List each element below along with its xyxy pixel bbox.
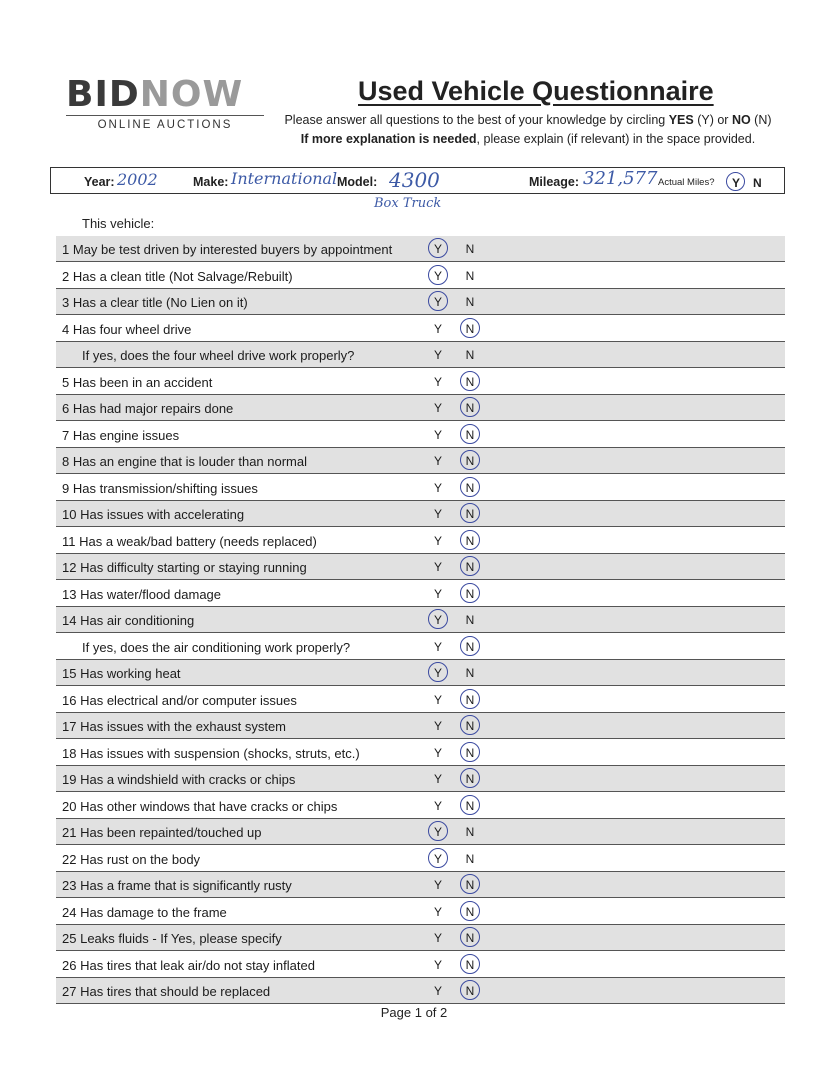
no-option[interactable]: N (465, 480, 475, 495)
question-row (56, 342, 785, 368)
logo-wordmark: BIDNOW (66, 74, 244, 115)
question-text (62, 799, 337, 814)
question-row (56, 581, 785, 607)
no-option[interactable]: N (465, 321, 475, 336)
actual-miles-label: Actual Miles? (658, 177, 715, 188)
answer-circle (460, 371, 480, 391)
question-row (56, 766, 785, 792)
question-text (62, 507, 244, 522)
question-row (56, 819, 785, 845)
yes-option[interactable]: Y (433, 321, 442, 336)
question-number: 24 (62, 904, 77, 920)
question-row (56, 236, 785, 262)
question-label: Has other windows that have cracks or chips (80, 798, 338, 814)
question-text (62, 693, 297, 708)
question-number: 9 (62, 480, 70, 496)
question-row (56, 316, 785, 342)
no-option[interactable]: N (465, 692, 475, 707)
answer-circle (460, 874, 480, 894)
question-label: Has had major repairs done (72, 401, 234, 416)
no-option[interactable]: N (465, 242, 475, 256)
question-number: 11 (62, 533, 76, 549)
yes-option[interactable]: Y (433, 533, 442, 548)
answer-circle (460, 397, 480, 417)
question-label: May be test driven by interested buyers by appointment (72, 242, 393, 257)
no-option[interactable]: N (465, 401, 475, 415)
yes-option[interactable]: Y (433, 798, 442, 813)
answer-circle (460, 901, 480, 921)
no-option[interactable]: N (465, 745, 475, 760)
question-number: 14 (62, 613, 77, 628)
question-row (56, 978, 785, 1004)
question-number: 5 (62, 374, 70, 390)
question-text (62, 772, 295, 787)
question-text (62, 534, 317, 549)
no-option[interactable]: N (465, 904, 475, 919)
yes-option[interactable]: Y (433, 825, 442, 839)
answer-circle (460, 927, 480, 947)
yes-option[interactable]: Y (433, 427, 442, 442)
question-label: Has a clean title (Not Salvage/Rebuilt) (72, 268, 293, 284)
make-label: Make: (193, 175, 229, 189)
question-text (62, 958, 315, 973)
question-text (82, 348, 354, 363)
model-note: Box Truck (374, 196, 442, 211)
question-label: Has engine issues (72, 427, 180, 443)
document-title: Used Vehicle Questionnaire (358, 76, 714, 106)
question-row (56, 395, 785, 421)
question-row (56, 793, 785, 819)
question-text (62, 454, 307, 469)
no-option[interactable]: N (465, 454, 475, 468)
answer-circle (460, 583, 480, 603)
actual-miles-yes: Y (732, 176, 741, 190)
actual-miles-answer-circle (726, 172, 745, 191)
question-row (56, 952, 785, 978)
yes-option[interactable]: Y (433, 613, 442, 627)
yes-option[interactable]: Y (433, 242, 442, 256)
question-row (56, 501, 785, 527)
yes-option[interactable]: Y (433, 454, 442, 468)
question-label: Has tires that should be replaced (80, 984, 271, 999)
no-option[interactable]: N (465, 427, 475, 442)
no-option[interactable]: N (465, 507, 475, 521)
no-option[interactable]: N (465, 851, 475, 866)
answer-circle (460, 954, 480, 974)
question-label: If yes, does the air conditioning work properly? (82, 639, 351, 655)
question-row (56, 263, 785, 289)
question-text (62, 719, 286, 734)
answer-circle (460, 980, 480, 1000)
this-vehicle-label: This vehicle: (82, 216, 155, 231)
answer-circle (460, 742, 480, 762)
question-text (62, 587, 221, 602)
no-option[interactable]: N (465, 348, 475, 362)
vehicle-info-box (50, 167, 785, 194)
answer-circle (460, 768, 480, 788)
question-number: 26 (62, 957, 77, 973)
question-text (62, 375, 212, 390)
answer-circle (460, 689, 480, 709)
no-option[interactable]: N (465, 533, 475, 548)
no-option[interactable]: N (465, 666, 475, 680)
answer-circle (428, 848, 448, 868)
question-row (56, 846, 785, 872)
no-option[interactable]: N (465, 719, 475, 733)
question-label: Has difficulty starting or staying running (80, 560, 307, 575)
answer-circle (460, 636, 480, 656)
question-number: 19 (62, 772, 77, 787)
question-text (62, 428, 179, 443)
no-option[interactable]: N (465, 957, 475, 972)
question-row (56, 528, 785, 554)
question-row (56, 607, 785, 633)
yes-option[interactable]: Y (433, 480, 442, 495)
no-option[interactable]: N (465, 374, 475, 389)
question-text (62, 878, 292, 893)
question-label: Has tires that leak air/do not stay inflated (80, 957, 315, 973)
question-label: Has damage to the frame (80, 904, 227, 920)
answer-circle (428, 609, 448, 629)
answer-circle (460, 715, 480, 735)
question-row (56, 872, 785, 898)
question-label: Has transmission/shifting issues (72, 480, 258, 496)
instructions-line-1: Please answer all questions to the best of your knowledge by circling YES (Y) or NO (N) (284, 113, 772, 127)
question-label: Has air conditioning (80, 613, 195, 628)
actual-miles-no: N (753, 176, 762, 190)
yes-option[interactable]: Y (433, 745, 442, 760)
question-number: 12 (62, 560, 77, 575)
no-option[interactable]: N (465, 560, 475, 574)
logo-divider (66, 115, 264, 116)
yes-option[interactable]: Y (433, 851, 442, 866)
question-number: 1 (62, 242, 70, 257)
question-text (62, 481, 258, 496)
no-option[interactable]: N (465, 613, 475, 627)
question-label: Has a weak/bad battery (needs replaced) (79, 533, 317, 549)
question-number: 3 (62, 295, 70, 310)
no-option[interactable]: N (465, 295, 475, 309)
question-label: Has a frame that is significantly rusty (80, 878, 292, 893)
question-label: Has rust on the body (80, 851, 201, 867)
question-row (56, 687, 785, 713)
yes-option[interactable]: Y (433, 931, 442, 945)
question-row (56, 740, 785, 766)
answer-circle (460, 477, 480, 497)
yes-option[interactable]: Y (433, 374, 442, 389)
no-option[interactable]: N (465, 798, 475, 813)
no-option[interactable]: N (465, 825, 475, 839)
yes-option[interactable]: Y (433, 401, 442, 415)
question-text (62, 242, 392, 257)
question-row (56, 422, 785, 448)
yes-option[interactable]: Y (433, 586, 442, 601)
question-number: 6 (62, 401, 70, 416)
question-row (56, 448, 785, 474)
instructions-line-2: If more explanation is needed, please explain (if relevant) in the space provided. (300, 132, 756, 146)
question-number: 4 (62, 321, 70, 337)
question-row (56, 660, 785, 686)
question-label: Has four wheel drive (72, 321, 192, 337)
question-text (62, 852, 200, 867)
question-label: Has water/flood damage (80, 586, 222, 602)
question-number: 10 (62, 507, 77, 522)
question-text (62, 666, 181, 681)
mileage-label: Mileage: (529, 175, 580, 189)
yes-option[interactable]: Y (433, 719, 442, 733)
answer-circle (428, 662, 448, 682)
no-option[interactable]: N (465, 268, 475, 283)
yes-option[interactable]: Y (433, 878, 442, 892)
yes-option[interactable]: Y (433, 560, 442, 574)
yes-option[interactable]: Y (433, 268, 442, 283)
question-row (56, 554, 785, 580)
answer-circle (428, 821, 448, 841)
question-text (62, 269, 293, 284)
question-row (56, 713, 785, 739)
mileage-value: 321,577 (583, 168, 658, 189)
question-row (56, 289, 785, 315)
make-value: International (231, 169, 338, 188)
question-label: Has been in an accident (72, 374, 213, 390)
no-option[interactable]: N (465, 931, 475, 945)
yes-option[interactable]: Y (433, 957, 442, 972)
no-option[interactable]: N (465, 984, 475, 998)
model-label: Model: (337, 175, 378, 189)
question-number: 8 (62, 454, 70, 469)
yes-option[interactable]: Y (433, 507, 442, 521)
yes-option[interactable]: Y (433, 772, 442, 786)
question-text (62, 295, 248, 310)
yes-option[interactable]: Y (433, 666, 442, 680)
yes-option[interactable]: Y (433, 348, 442, 362)
question-label: Has issues with suspension (shocks, struts, etc.) (80, 745, 360, 761)
question-label: Has issues with accelerating (80, 507, 245, 522)
answer-circle (460, 318, 480, 338)
yes-option[interactable]: Y (433, 295, 442, 309)
answer-circle (428, 238, 448, 258)
question-row (56, 475, 785, 501)
question-text (62, 613, 194, 628)
bidnow-logo (66, 76, 264, 131)
question-number: 25 (62, 931, 77, 946)
question-label: Has been repainted/touched up (80, 825, 262, 840)
question-label: Has electrical and/or computer issues (80, 692, 297, 708)
question-number: 16 (62, 692, 77, 708)
year-value: 2002 (117, 170, 158, 189)
question-label: Has working heat (80, 666, 181, 681)
no-option[interactable]: N (465, 586, 475, 601)
question-text (62, 825, 262, 840)
answer-circle (460, 424, 480, 444)
answer-circle (460, 450, 480, 470)
logo-subtitle: ONLINE AUCTIONS (97, 119, 233, 131)
answer-circle (428, 265, 448, 285)
question-number: 21 (62, 825, 77, 840)
page-number: Page 1 of 2 (380, 1005, 448, 1020)
question-text (62, 560, 307, 575)
question-text (82, 640, 350, 655)
question-number: 18 (62, 745, 77, 761)
question-text (62, 322, 191, 337)
question-text (62, 984, 270, 999)
answer-circle (460, 795, 480, 815)
question-number: 7 (62, 427, 70, 443)
no-option[interactable]: N (465, 878, 475, 892)
question-number: 2 (62, 268, 70, 284)
no-option[interactable]: N (465, 639, 475, 654)
question-number: 27 (62, 984, 77, 999)
answer-circle (460, 556, 480, 576)
question-row (56, 369, 785, 395)
no-option[interactable]: N (465, 772, 475, 786)
question-number: 22 (62, 851, 77, 867)
question-label: Has a clear title (No Lien on it) (72, 295, 248, 310)
question-text (62, 746, 360, 761)
answer-circle (428, 291, 448, 311)
model-value: 4300 (389, 168, 440, 192)
yes-option[interactable]: Y (433, 639, 442, 654)
yes-option[interactable]: Y (433, 904, 442, 919)
question-row (56, 925, 785, 951)
question-row (56, 634, 785, 660)
question-number: 17 (62, 719, 77, 734)
answer-circle (460, 530, 480, 550)
question-number: 23 (62, 878, 77, 893)
yes-option[interactable]: Y (433, 692, 442, 707)
question-label: Has issues with the exhaust system (80, 719, 287, 734)
question-row (56, 899, 785, 925)
answer-circle (460, 503, 480, 523)
year-label: Year: (84, 175, 115, 189)
question-label: If yes, does the four wheel drive work properly? (82, 348, 355, 363)
yes-option[interactable]: Y (433, 984, 442, 998)
question-number: 13 (62, 586, 77, 602)
question-text (62, 931, 282, 946)
question-label: Leaks fluids - If Yes, please specify (80, 931, 282, 946)
question-label: Has a windshield with cracks or chips (80, 772, 296, 787)
question-label: Has an engine that is louder than normal (72, 454, 308, 469)
question-text (62, 905, 227, 920)
question-text (62, 401, 233, 416)
question-number: 20 (62, 798, 77, 814)
question-number: 15 (62, 666, 77, 681)
